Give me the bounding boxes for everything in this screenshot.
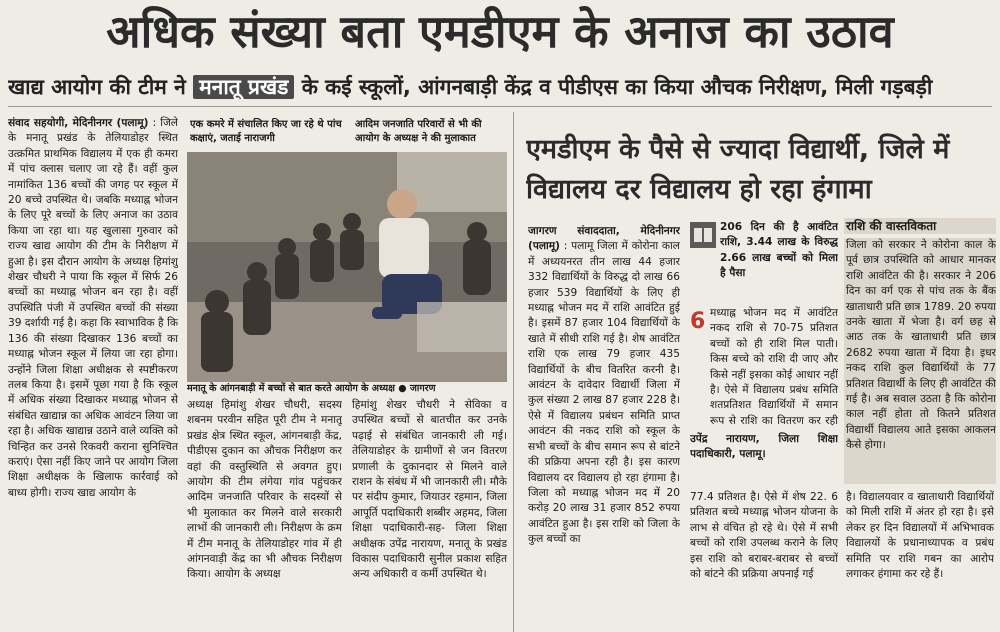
side-box-text: जिला को सरकार ने कोरोना काल के पूर्व छात्र उपस्थिति को आधार मानकर राशि आवंटित की है। सरकार ने 206 दिन का वर्ग एक से पांच तक के बैंक खाताधारी प्रति छात्र 1789. 20 रुपया उनके खाता में भेजा है। वर्ग छह से आठ तक के खाताधारी प्रति छात्र 2682 रुपया खाता में दिया है। इधर नकद राशि कुल विद्यार्थियों के 77 प्रतिशत विद्यार्थी के लिए ही आवंटित की गई है। अब सवाल उठता है कि कोरोना काल नहीं होता तो कितने प्रतिशत विद्यार्थी विद्यालय आते इसका आकलन कैसे होगा। [844, 238, 996, 484]
boxed-story-headline: एमडीएम के पैसे से ज्यादा विद्यार्थी, जिले में विद्यालय दर विद्यालय हो रहा हंगामा [526, 134, 950, 205]
article-text: हिमांशु शेखर चौधरी ने सेविका व उपस्थित बच्चों से बातचीत कर उनके पढ़ाई से संबंधित जानकारी ली गई। तेलियाडोहर के ग्रामीणों से जन वितरण प्रणाली के दुकानदार से मिलने वाले राशन के संबंध में भी जानकारी ली। मौके पर संदीप कुमार, जियाउर रहमान, जिला आपूर्ति पदाधिकारी शब्बीर अहमद, जिला शिक्षा पदाधिकारी-सह- जिला शिक्षा अधीक्षक उपेंद्र नारायण, मनातू के प्रखंड विकास पदाधिकारी सुनील प्रकाश सहित अन्य अधिकारी व कर्मी उपस्थित थे। [352, 399, 507, 581]
side-box-title: राशि की वास्तविकता [844, 218, 996, 234]
subhead-highlight: मनातू प्रखंड [193, 75, 294, 99]
boxed-dateline: जागरण संवाददाता, मेदिनीनगर (पलामू) [528, 225, 680, 253]
article-text: : जिले के मनातू प्रखंड के तेलियाडोहर स्थित उत्क्रमित प्राथमिक विद्यालय में एक ही कमरा में पांच क्लास चलाए जा रहे हैं। वहीं कुल नामांकित 136 बच्चों की जगह पर स्कूल में 20 बच्चे उपस्थित थे। जबकि मध्याह्न भोजन के लिए पूरे बच्चों के लिए अनाज का उठाव किया जा रहा था। यह खुलासा गुरुवार को राज्य खाद्य आयोग की टीम के निरीक्षण में हुआ है। इस दौरान आयोग के अध्यक्ष हिमांशु शेखर चौधरी ने पाया कि स्कूल में सिर्फ 26 बच्चों का मध्याह्न भोजन बन रहा है। वहीं उपस्थिति पंजी में उपस्थित बच्चों की संख्या 39 दर्शायी गई है। कहा कि स्वाभाविक है कि 136 की संख्या दिखाकर 136 बच्चों का मध्याह्न भोजन स्कूल में लिया जा रहा होगा। उन्होंने जिला शिक्षा अधीक्षक से स्पष्टीकरण तलब किया है। इसमें पूछा गया है कि स्कूल में अधिक संख्या दिखाकर मध्याह्न भोजन से संबंधित खाद्यान्न का अधिक आवंटन लिया जा रहा है। अधिक खाद्यान्न उठाने वाले व्यक्ति को चिन्हित कर उनसे रिकवरी कराना सुनिश्चित कराएं। ऐसा नहीं किए जाने पर आयोग जिला शिक्षा अधीक्षक के खिलाफ कार्रवाई को बाध्य होगी। राज्य खाद्य आयोग के [8, 117, 178, 499]
photo-illustration [187, 152, 507, 382]
boxed-column-3-bottom: है। विद्यालयवार व खाताधारी विद्यार्थियों को मिली राशि में अंतर हो रहा है। इसे लेकर हर दिन विद्यालयों में अभिभावक विद्यालयों के प्रधानाध्यापक व प्रबंध समिति पर राशि गबन का आरोप लगाकर हंगामा कर रहे हैं। [846, 491, 994, 581]
article-column-1 [8, 116, 178, 632]
subhead-post: के कई स्कूलों, आंगनबाड़ी केंद्र व पीडीएस का किया औचक निरीक्षण, मिली गड़बड़ी [301, 75, 933, 99]
page-subheadline [8, 70, 992, 104]
document-icon [690, 222, 716, 248]
photo-caption-top-left: एक कमरे में संचालित किए जा रहे थे पांच कक्षाएं, जताई नाराजगी [190, 119, 342, 144]
subhead-pre: खाद्य आयोग की टीम ने [8, 75, 186, 99]
column-divider [513, 112, 514, 632]
dropcap: 6 [690, 309, 706, 334]
boxed-lead: 206 दिन की है आवंटित राशि, 3.44 लाख के विरुद्ध 2.66 लाख बच्चों को मिला है पैसा [720, 221, 838, 280]
article-column-3 [352, 398, 507, 632]
photo-caption-bottom: मनातू के आंगनबाड़ी में बच्चों से बात करते आयोग के अध्यक्ष ● जागरण [187, 383, 436, 394]
photo-caption-top-right: आदिम जनजाति परिवारों से भी की आयोग के अध्यक्ष ने की मुलाकात [355, 119, 482, 144]
boxed-column-2-bottom: 77.4 प्रतिशत है। ऐसे में शेष 22. 6 प्रतिशत बच्चे मध्याह्न भोजन योजना के लाभ से वंचित हो रहे थे। ऐसे में सभी बच्चों को राशि उपलब्ध कराने के लिए इस राशि को बराबर-बराबर से बच्चों को बांटने की प्रक्रिया अपनाई गई [690, 491, 838, 581]
divider [8, 106, 992, 107]
boxed-quote: मध्याह्न भोजन मद में आवंटित नकद राशि से 70-75 प्रतिशत बच्चों को ही राशि मिल पाती। किस बच्चे को राशि दी जाए और किसे नहीं इसका कोई आधार नहीं है। ऐसे में विद्यालय प्रबंध समिति शतप्रतिशत विद्यार्थियों में समान रूप से राशि का वितरण कर रही [710, 307, 838, 427]
article-column-2 [187, 398, 342, 632]
boxed-column-1 [528, 224, 680, 632]
article-photo [187, 152, 507, 382]
article-dateline: संवाद सहयोगी, मेदिनीनगर (पलामू) [8, 117, 149, 129]
article-text: अध्यक्ष हिमांशु शेखर चौधरी, सदस्य शबनम परवीन सहित पूरी टीम ने मनातू प्रखंड क्षेत्र स्थित स्कूल, आंगनबाड़ी केंद्र, पीडीएस दुकान का औचक निरीक्षण कर वहां की वस्तुस्थिति से अवगत हुए। आयोग की टीम लंगेया गांव पहुंचकर आदिम जनजाति परिवार के सदस्यों से भी मुलाकात कर मिलने वाले सरकारी लाभों की जानकारी ली। निरीक्षण के क्रम में टीम मनातू के तेलियाडोहर गांव में ही आंगनवाड़ी केंद्र का भी औचक निरीक्षण किया। आयोग के अध्यक्ष [187, 399, 342, 581]
boxed-text: : पलामू जिला में कोरोना काल में अध्ययनरत तीन लाख 44 हजार 332 विद्यार्थियों के विरुद्ध दो लाख 66 हजार 539 विद्यार्थियों के लिए ही मध्याह्न भोजन मद में राशि आवंटित हुई है। इसमें 87 हजार 104 विद्यार्थियों के खाते में सीधी राशि गई है। शेष आवंटित राशि एक लाख 79 हजार 435 विद्यार्थियों के बीच वितरित करनी है। आवंटन के दावेदार विद्यार्थी जिला में कुल संख्या 2 लाख 87 हजार 228 है। ऐसे में विद्यालय प्रबंधन समिति प्राप्त आवंटन की नकद राशि को स्कूल के सभी बच्चों के बीच समान रूप से बांटने की प्रक्रिया अपना रही है। इस कारण विद्यालय दर विद्यालय हो रहा हंगामा है। जिला को मध्याह्न भोजन मद में 20 करोड़ 20 लाख 31 हजार 852 रुपया आवंटित हुआ है। इस राशि को जिला के कुल बच्चों का [528, 240, 680, 546]
boxed-quote-author: उपेंद्र नारायण, जिला शिक्षा पदाधिकारी, पलामू। [690, 433, 838, 461]
page-headline: अधिक संख्या बता एमडीएम के अनाज का उठाव [106, 5, 894, 58]
